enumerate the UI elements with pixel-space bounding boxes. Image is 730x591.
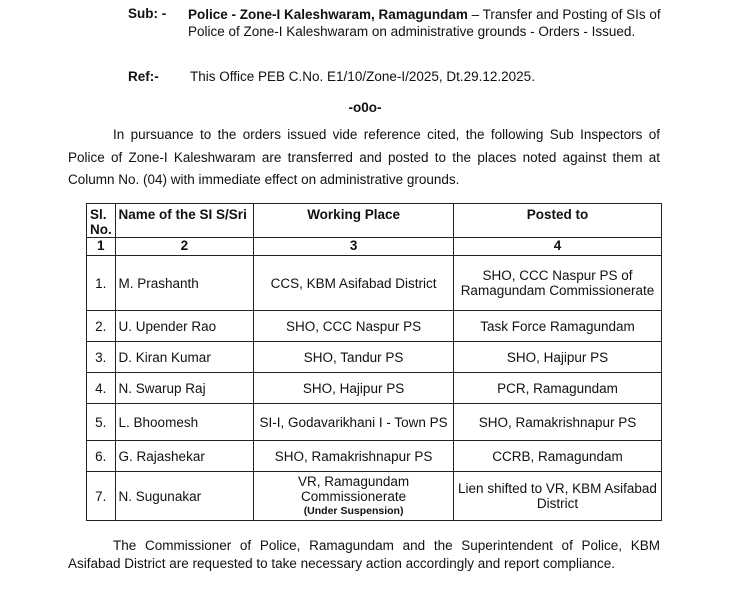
row-sl: 1.	[87, 256, 116, 311]
subject-text	[188, 6, 668, 40]
subject-rest: – Transfer and Posting of SIs of Police of Zone-I Kaleshwaram on administrative grounds - Orders - Issued.	[188, 7, 661, 39]
row-working: SHO, Tandur PS	[254, 342, 454, 373]
subject-title: Police - Zone-I Kaleshwaram, Ramagundam	[188, 7, 468, 22]
row-working: SI-I, Godavarikhani I - Town PS	[254, 404, 454, 441]
row-sl: 3.	[87, 342, 116, 373]
row-name: M. Prashanth	[115, 256, 254, 311]
row-sl: 6.	[87, 441, 116, 472]
row-sl: 4.	[87, 373, 116, 404]
row-posted: Task Force Ramagundam	[453, 311, 661, 342]
header-name: Name of the SI S/Sri	[115, 204, 254, 238]
header-sl: Sl. No.	[87, 204, 116, 238]
row-posted: SHO, Hajipur PS	[453, 342, 661, 373]
suspension-note: (Under Suspension)	[303, 504, 404, 517]
colnum-2: 2	[115, 238, 254, 256]
table-row	[87, 373, 662, 404]
colnum-1: 1	[87, 238, 116, 256]
transfer-table	[86, 203, 662, 521]
row-working-cell	[254, 472, 454, 521]
table-row	[87, 404, 662, 441]
reference-label: Ref:-	[128, 69, 159, 84]
row-name: L. Bhoomesh	[115, 404, 254, 441]
row-name: N. Sugunakar	[115, 472, 254, 521]
row-working: SHO, CCC Naspur PS	[254, 311, 454, 342]
row-posted: SHO, Ramakrishnapur PS	[453, 404, 661, 441]
reference-block	[128, 69, 535, 84]
header-working: Working Place	[254, 204, 454, 238]
row-sl: 5.	[87, 404, 116, 441]
table-header-row	[87, 204, 662, 238]
header-posted: Posted to	[453, 204, 661, 238]
row-sl: 2.	[87, 311, 116, 342]
intro-paragraph: In pursuance to the orders issued vide reference cited, the following Sub Inspectors of Police of Zone-I Kaleshwaram are transferred and posted to the places noted against them at Column No. (04) with immediate effect on administrative grounds.	[68, 127, 660, 187]
closing-paragraph: The Commissioner of Police, Ramagundam and the Superintendent of Police, KBM Asifabad District are requested to take necessary action accordingly and report compliance.	[68, 538, 660, 571]
row-working: VR, Ramagundam Commissionerate	[298, 473, 410, 504]
row-working: SHO, Hajipur PS	[254, 373, 454, 404]
subject-block	[128, 6, 668, 40]
row-working: SHO, Ramakrishnapur PS	[254, 441, 454, 472]
row-name: G. Rajashekar	[115, 441, 254, 472]
row-posted: SHO, CCC Naspur PS of Ramagundam Commissionerate	[453, 256, 661, 311]
row-posted: CCRB, Ramagundam	[453, 441, 661, 472]
table-row	[87, 441, 662, 472]
reference-text: This Office PEB C.No. E1/10/Zone-I/2025, Dt.29.12.2025.	[190, 69, 535, 84]
row-name: D. Kiran Kumar	[115, 342, 254, 373]
row-working: CCS, KBM Asifabad District	[254, 256, 454, 311]
row-name: U. Upender Rao	[115, 311, 254, 342]
table-row	[87, 311, 662, 342]
colnum-4: 4	[453, 238, 661, 256]
table-row	[87, 342, 662, 373]
colnum-3: 3	[254, 238, 454, 256]
separator: -o0o-	[348, 100, 382, 115]
row-posted: PCR, Ramagundam	[453, 373, 661, 404]
table-row	[87, 472, 662, 521]
row-posted: Lien shifted to VR, KBM Asifabad District	[453, 472, 661, 521]
column-number-row	[87, 238, 662, 256]
subject-label: Sub: -	[128, 6, 167, 21]
table-row	[87, 256, 662, 311]
row-sl: 7.	[87, 472, 116, 521]
row-name: N. Swarup Raj	[115, 373, 254, 404]
